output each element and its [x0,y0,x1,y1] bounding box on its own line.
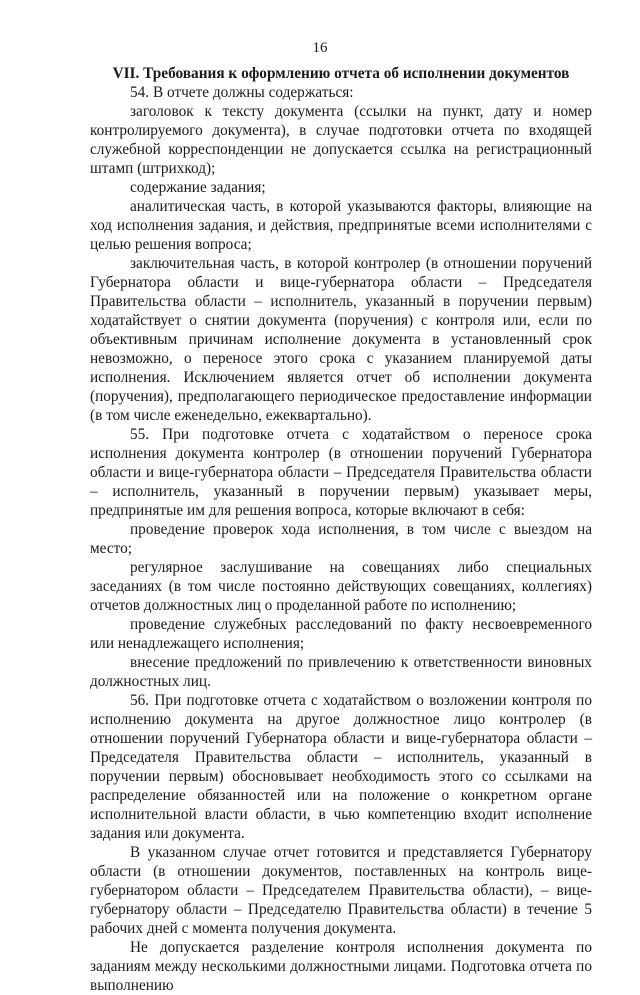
page-number: 16 [312,40,328,56]
paragraph-55-item-hearings: регулярное заслушивание на совещаниях либо специальных заседаниях (в том числе постоянно действующих совещаниях, коллегиях) отчетов должностных лиц о проделанной работе по исполнению; [90,559,592,614]
paragraph-54-intro: 54. В отчете должны содержаться: [130,84,354,101]
paragraph-55-item-inspections: проведение проверок хода исполнения, в том числе с выездом на место; [90,521,592,557]
paragraph-item-content: содержание задания; [130,179,266,196]
section-heading: VII. Требования к оформлению отчета об исполнении документов [112,65,570,82]
paragraph-56-report-term: В указанном случае отчет готовится и представляется Губернатору области (в отношении документов, поставленных на контроль вице-губернатором области – Председателем Правительства области), – вице-губернатору области – Председателю Правительства области) в течение 5 рабочих дней с момента получения документа. [90,844,592,937]
paragraph-control-division: Не допускается разделение контроля исполнения документа по заданиям между несколькими должностными лицами. Подготовка отчета по выполнению [90,939,592,994]
paragraph-item-conclusion: заключительная часть, в которой контролер (в отношении поручений Губернатора области и вице-губернатора области – Председателя Правительства области – исполнитель, указанный в поручении первым) ходатайствует о снятии документа (поручения) с контроля или, если по объективным причинам исполнение документа в установленный срок невозможно, о переносе этого срока с указанием планируемой даты исполнения. Исключением является отчет об исполнении документа (поручения), предполагающего периодическое предоставление информации (в том числе еженедельно, ежеквартально). [90,255,592,424]
paragraph-item-analytical: аналитическая часть, в которой указываются факторы, влияющие на ход исполнения задания, и действия, предпринятые всеми исполнителями с целью решения вопроса; [90,198,592,253]
page-content [90,64,592,995]
paragraph-55-item-investigations: проведение служебных расследований по факту несвоевременного или ненадлежащего исполнения; [90,616,592,652]
paragraph-56: 56. При подготовке отчета с ходатайством о возложении контроля по исполнению документа на другое должностное лицо контролер (в отношении поручений Губернатора области и вице-губернатора области – Председателя Правительства области – исполнитель, указанный в поручении первым) обосновывает необходимость этого со ссылками на распределение обязанностей или на положение о конкретном органе исполнительной власти области, в чью компетенцию входит исполнение задания или документа. [90,692,592,842]
paragraph-55-item-liability: внесение предложений по привлечению к ответственности виновных должностных лиц. [90,654,592,690]
paragraph-55: 55. При подготовке отчета с ходатайством о переносе срока исполнения документа контролер (в отношении поручений Губернатора области и вице-губернатора области – Председателя Правительства области – исполнитель, указанный в поручении первым) указывает меры, предпринятые им для решения вопроса, которые включают в себя: [90,426,592,519]
paragraph-item-heading: заголовок к тексту документа (ссылки на пункт, дату и номер контролируемого документа), в случае подготовки отчета по входящей служебной корреспонденции не допускается ссылка на регистрационный штамп (штрихкод); [90,103,592,177]
